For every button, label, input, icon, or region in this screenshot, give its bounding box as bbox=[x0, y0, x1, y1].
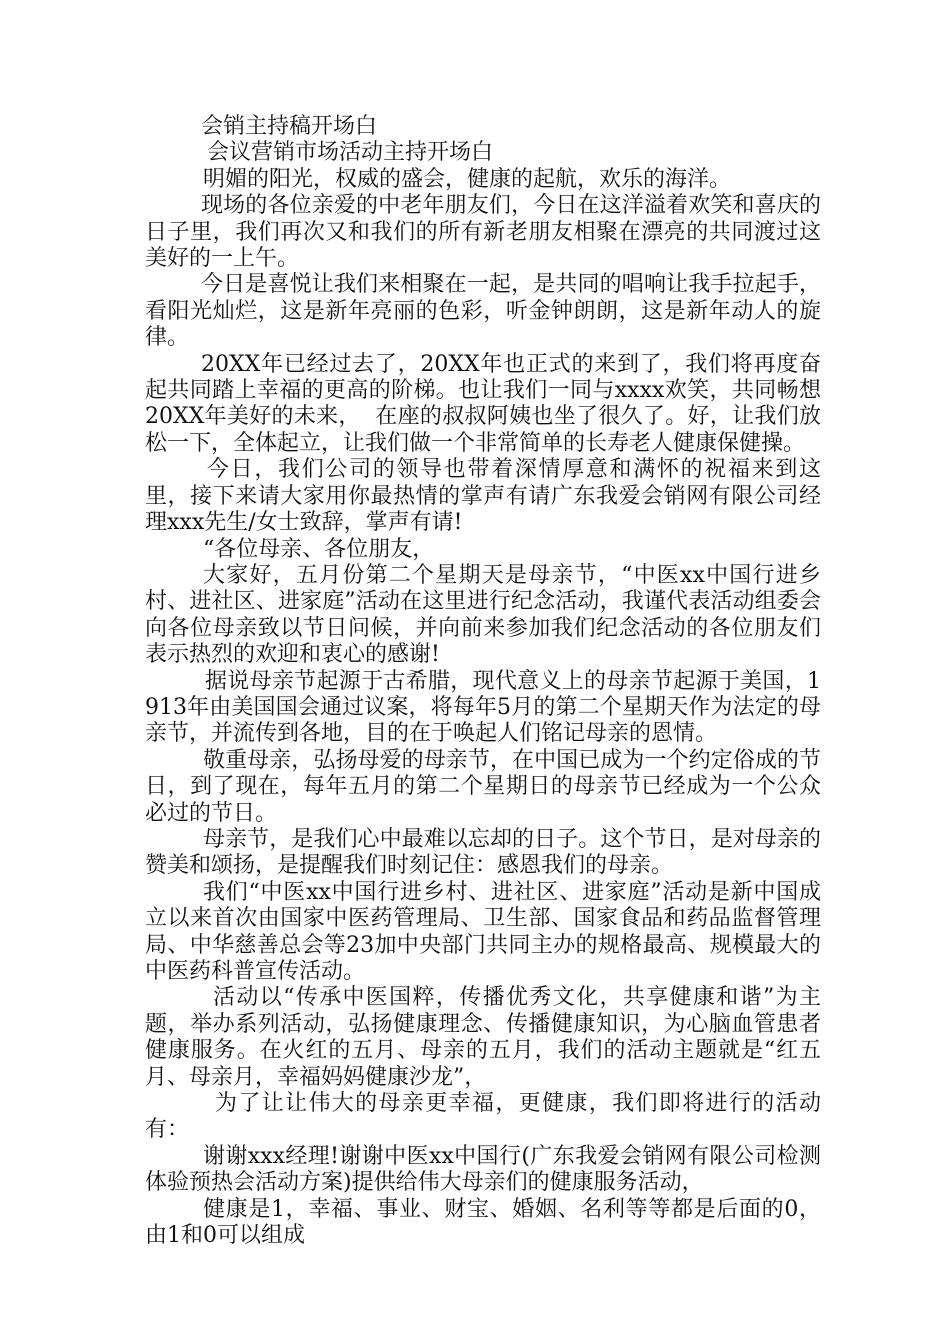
document-body bbox=[145, 114, 821, 1249]
paragraph: 敬重母亲，弘扬母爱的母亲节，在中国已成为一个约定俗成的节日，到了现在，每年五月的第二个星期日的母亲节已经成为一个公众必过的节日。 bbox=[145, 747, 821, 826]
paragraph: 今日是喜悦让我们来相聚在一起，是共同的唱响让我手拉起手，看阳光灿烂，这是新年亮丽的色彩，听金钟朗朗，这是新年动人的旋律。 bbox=[145, 272, 821, 351]
paragraph: 我们“中医xx中国行进乡村、进社区、进家庭”活动是新中国成立以来首次由国家中医药管理局、卫生部、国家食品和药品监督管理局、中华慈善总会等23加中央部门共同主办的规格最高、规模最大的中医药科普宣传活动。 bbox=[145, 879, 821, 984]
paragraph: 大家好，五月份第二个星期天是母亲节，“中医xx中国行进乡村、进社区、进家庭”活动在这里进行纪念活动，我谨代表活动组委会向各位母亲致以节日问候，并向前来参加我们纪念活动的各位朋友们表示热烈的欢迎和衷心的感谢! bbox=[145, 562, 821, 668]
paragraph: 明媚的阳光，权威的盛会，健康的起航，欢乐的海洋。 bbox=[203, 166, 732, 192]
paragraph: 今日，我们公司的领导也带着深情厚意和满怀的祝福来到这里，接下来请大家用你最热情的掌声有请广东我爱会销网有限公司经理xxx先生/女士致辞，掌声有请! bbox=[145, 457, 821, 536]
paragraph: 现场的各位亲爱的中老年朋友们，今日在这洋溢着欢笑和喜庆的日子里，我们再次又和我们的所有新老朋友相聚在漂亮的共同渡过这美好的一上午。 bbox=[145, 193, 821, 272]
paragraph: 健康是1，幸福、事业、财宝、婚姻、名利等等都是后面的0，由1和0可以组成 bbox=[145, 1196, 821, 1249]
paragraph: 20XX年已经过去了，20XX年也正式的来到了，我们将再度奋起共同踏上幸福的更高的阶梯。也让我们一同与xxxx欢笑，共同畅想20XX年美好的未来， 在座的叔叔阿姨也坐了很久了。好，让我们放松一下，全体起立，让我们做一个非常简单的长寿老人健康保健操。 bbox=[145, 351, 821, 456]
paragraph: 为了让让伟大的母亲更幸福，更健康，我们即将进行的活动有： bbox=[145, 1091, 821, 1143]
document-subtitle: 会议营销市场活动主持开场白 bbox=[207, 140, 494, 166]
document-title: 会销主持稿开场白 bbox=[201, 114, 378, 139]
paragraph: 据说母亲节起源于古希腊，现代意义上的母亲节起源于美国，1913年由美国国会通过议案，将每年5月的第二个星期天作为法定的母亲节，并流传到各地，目的在于唤起人们铭记母亲的恩情。 bbox=[145, 668, 821, 747]
paragraph: 母亲节，是我们心中最难以忘却的日子。这个节日，是对母亲的赞美和颂扬，是提醒我们时刻记住：感恩我们的母亲。 bbox=[145, 826, 821, 879]
paragraph: 谢谢xxx经理!谢谢中医xx中国行(广东我爱会销网有限公司检测体验预热会活动方案)提供给伟大母亲们的健康服务活动， bbox=[145, 1143, 821, 1196]
paragraph: “各位母亲、各位朋友， bbox=[203, 536, 435, 562]
paragraph: 活动以“传承中医国粹，传播优秀文化，共享健康和谐”为主题，举办系列活动，弘扬健康理念、传播健康知识，为心脑血管患者健康服务。在火红的五月、母亲的五月，我们的活动主题就是“红五月、母亲月，幸福妈妈健康沙龙”， bbox=[145, 985, 821, 1090]
